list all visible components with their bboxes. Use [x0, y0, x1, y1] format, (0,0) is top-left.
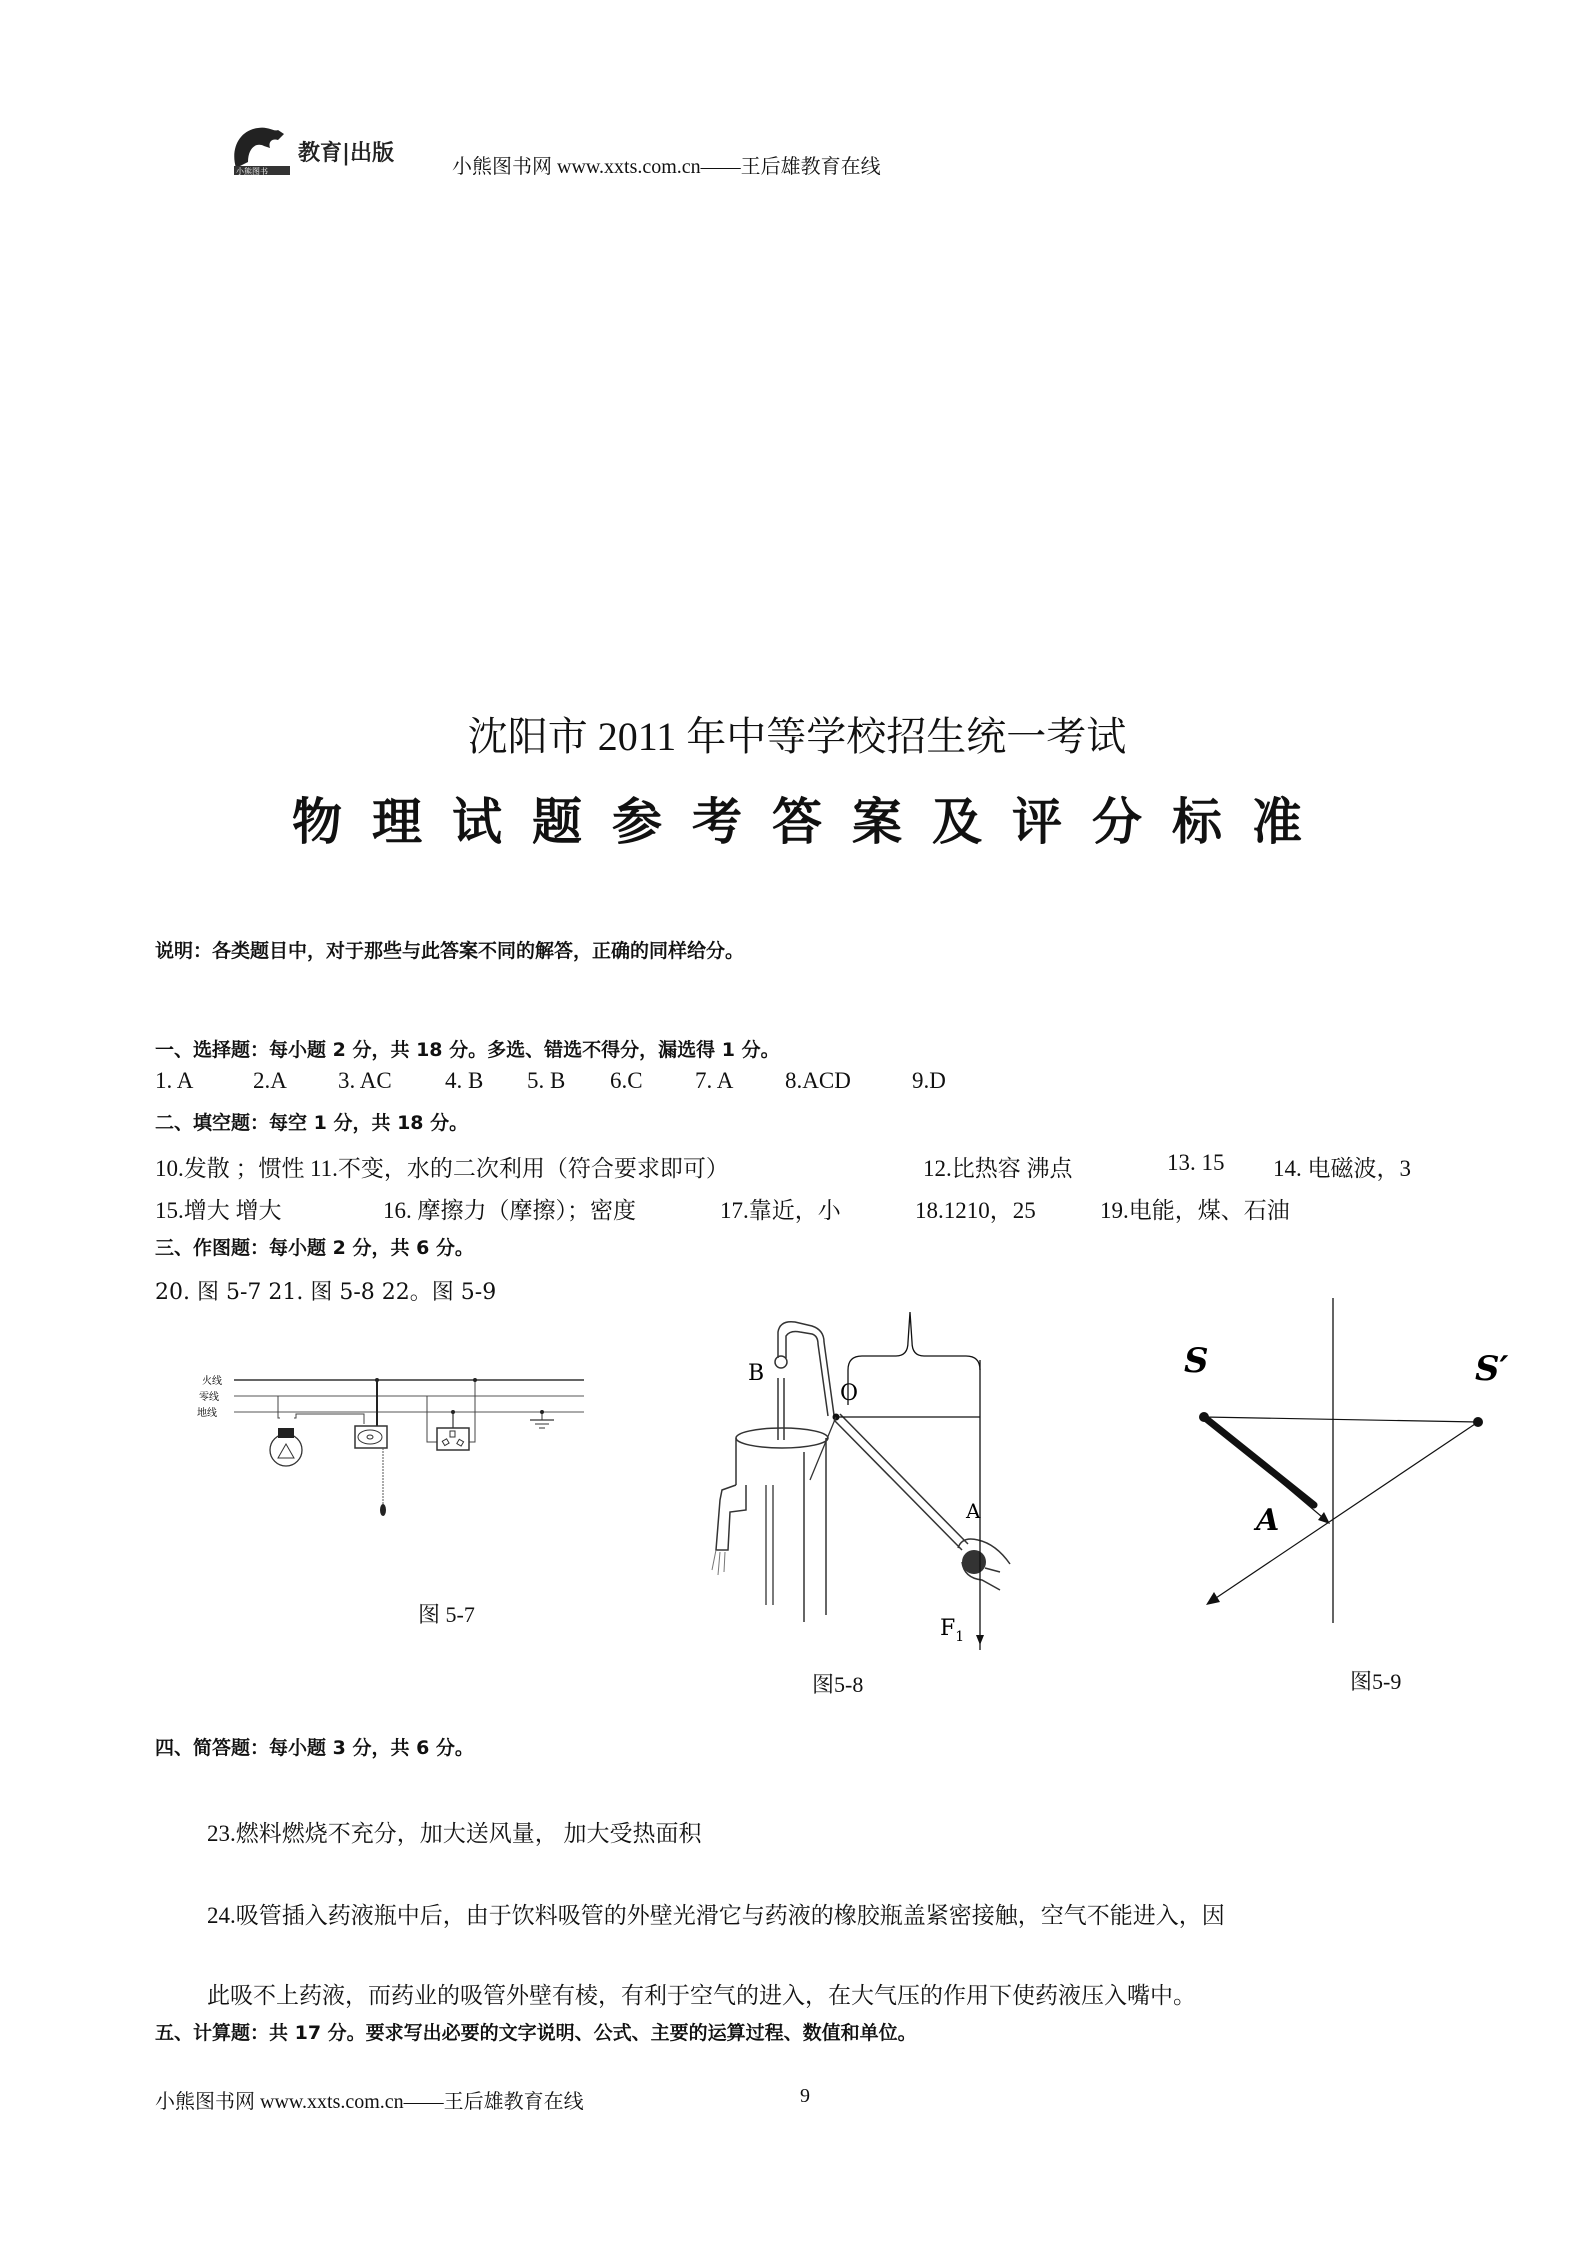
- image-connector-line: [1204, 1417, 1478, 1422]
- pull-cord-icon: [380, 1504, 386, 1516]
- header-site-text: 小熊图书网 www.xxts.com.cn——王后雄教育在线: [452, 156, 881, 178]
- brace-icon: [848, 1312, 980, 1405]
- label-O: O: [840, 1381, 859, 1406]
- section1-heading: 一、选择题：每小题 2 分，共 18 分。多选、错选不得分，漏选得 1 分。: [155, 1039, 780, 1061]
- section5-heading: 五、计算题：共 17 分。要求写出必要的文字说明、公式、主要的运算过程、数值和单位。: [155, 2022, 917, 2044]
- answer-item: 14. 电磁波，3: [1273, 1156, 1411, 1181]
- exam-title: 沈阳市 2011 年中等学校招生统一考试: [467, 714, 1127, 759]
- answer-item: 17.靠近，小: [720, 1198, 841, 1223]
- logo-small-text: 小熊图书: [236, 167, 268, 176]
- label-S-prime: S′: [1475, 1349, 1509, 1389]
- live-wire-label: 火线: [202, 1376, 222, 1387]
- wiring-diagram: [180, 1360, 600, 1520]
- answer-item: 11.不变，水的二次利用（符合要求即可）: [310, 1156, 729, 1181]
- figure-5-8-caption: 图5-8: [812, 1672, 864, 1697]
- answer-item: 18.1210，25: [915, 1198, 1036, 1223]
- label-S: S: [1184, 1341, 1209, 1381]
- bear-logo-icon: [228, 118, 458, 180]
- answer-item: 10.发散 ；惯性: [155, 1156, 305, 1181]
- note-text: 说明：各类题目中，对于那些与此答案不同的解答，正确的同样给分。: [155, 940, 745, 962]
- answer-24-line2: 此吸不上药液，而药业的吸管外壁有棱，有利于空气的进入，在大气压的作用下使药液压入嘴中。: [207, 1983, 1196, 2008]
- answer-item: 12.比热容 沸点: [923, 1156, 1073, 1181]
- answer-item: 15.增大 增大: [155, 1198, 282, 1223]
- logo-text: 教育|出版: [298, 140, 395, 166]
- answer-item: 16. 摩擦力（摩擦）；密度: [383, 1198, 636, 1223]
- answer-24-line1: 24.吸管插入药液瓶中后，由于饮料吸管的外壁光滑它与药液的橡胶瓶盖紧密接触，空气不能进入，因: [207, 1903, 1225, 1928]
- answer-item: 2.A: [253, 1068, 287, 1093]
- answer-item: 8.ACD: [785, 1068, 851, 1093]
- label-F: $F_1$: [940, 1616, 965, 1645]
- answer-item: 9.D: [912, 1068, 946, 1093]
- section3-figure-refs: 20. 图 5-7 21. 图 5-8 22。图 5-9: [155, 1280, 497, 1305]
- answer-item: 5. B: [527, 1068, 566, 1093]
- page-number: 9: [800, 2085, 810, 2107]
- answer-item: 19.电能，煤、石油: [1100, 1198, 1290, 1223]
- section4-heading: 四、简答题：每小题 3 分，共 6 分。: [155, 1737, 474, 1759]
- answer-item: 4. B: [445, 1068, 484, 1093]
- answer-23: 23.燃料燃烧不充分，加大送风量， 加大受热面积: [207, 1821, 702, 1846]
- label-A: A: [966, 1499, 981, 1523]
- section2-heading: 二、填空题：每空 1 分，共 18 分。: [155, 1112, 469, 1134]
- neutral-wire-label: 零线: [199, 1392, 219, 1403]
- answer-item: 6.C: [610, 1068, 643, 1093]
- figure-5-7-caption: 图 5-7: [418, 1602, 475, 1627]
- mirror-reflection-diagram: [1080, 1290, 1540, 1650]
- label-B: B: [748, 1361, 765, 1386]
- reflected-ray: [1210, 1422, 1478, 1602]
- answer-item: 3. AC: [338, 1068, 392, 1093]
- ground-wire-label: 地线: [197, 1408, 217, 1419]
- answer-item: 7. A: [695, 1068, 734, 1093]
- footer-text: 小熊图书网 www.xxts.com.cn——王后雄教育在线: [155, 2091, 584, 2113]
- figure-5-9: [1080, 1290, 1540, 1654]
- label-A: A: [1256, 1503, 1280, 1538]
- ray-arrow-icon: [1206, 1592, 1220, 1605]
- exam-subtitle: 物理试题参考答案及评分标准: [292, 793, 1332, 851]
- answer-item: 1. A: [155, 1068, 194, 1093]
- publisher-logo: [228, 118, 458, 180]
- figure-5-9-caption: 图5-9: [1350, 1669, 1402, 1694]
- lamp-bulb-icon: [270, 1434, 302, 1466]
- answer-item: 13. 15: [1167, 1150, 1225, 1175]
- force-arrow-icon: [976, 1635, 984, 1645]
- section3-heading: 三、作图题：每小题 2 分，共 6 分。: [155, 1237, 474, 1259]
- figure-5-7: [180, 1360, 600, 1524]
- pump-lever-diagram: [700, 1300, 1050, 1680]
- figure-5-8: [700, 1300, 1050, 1684]
